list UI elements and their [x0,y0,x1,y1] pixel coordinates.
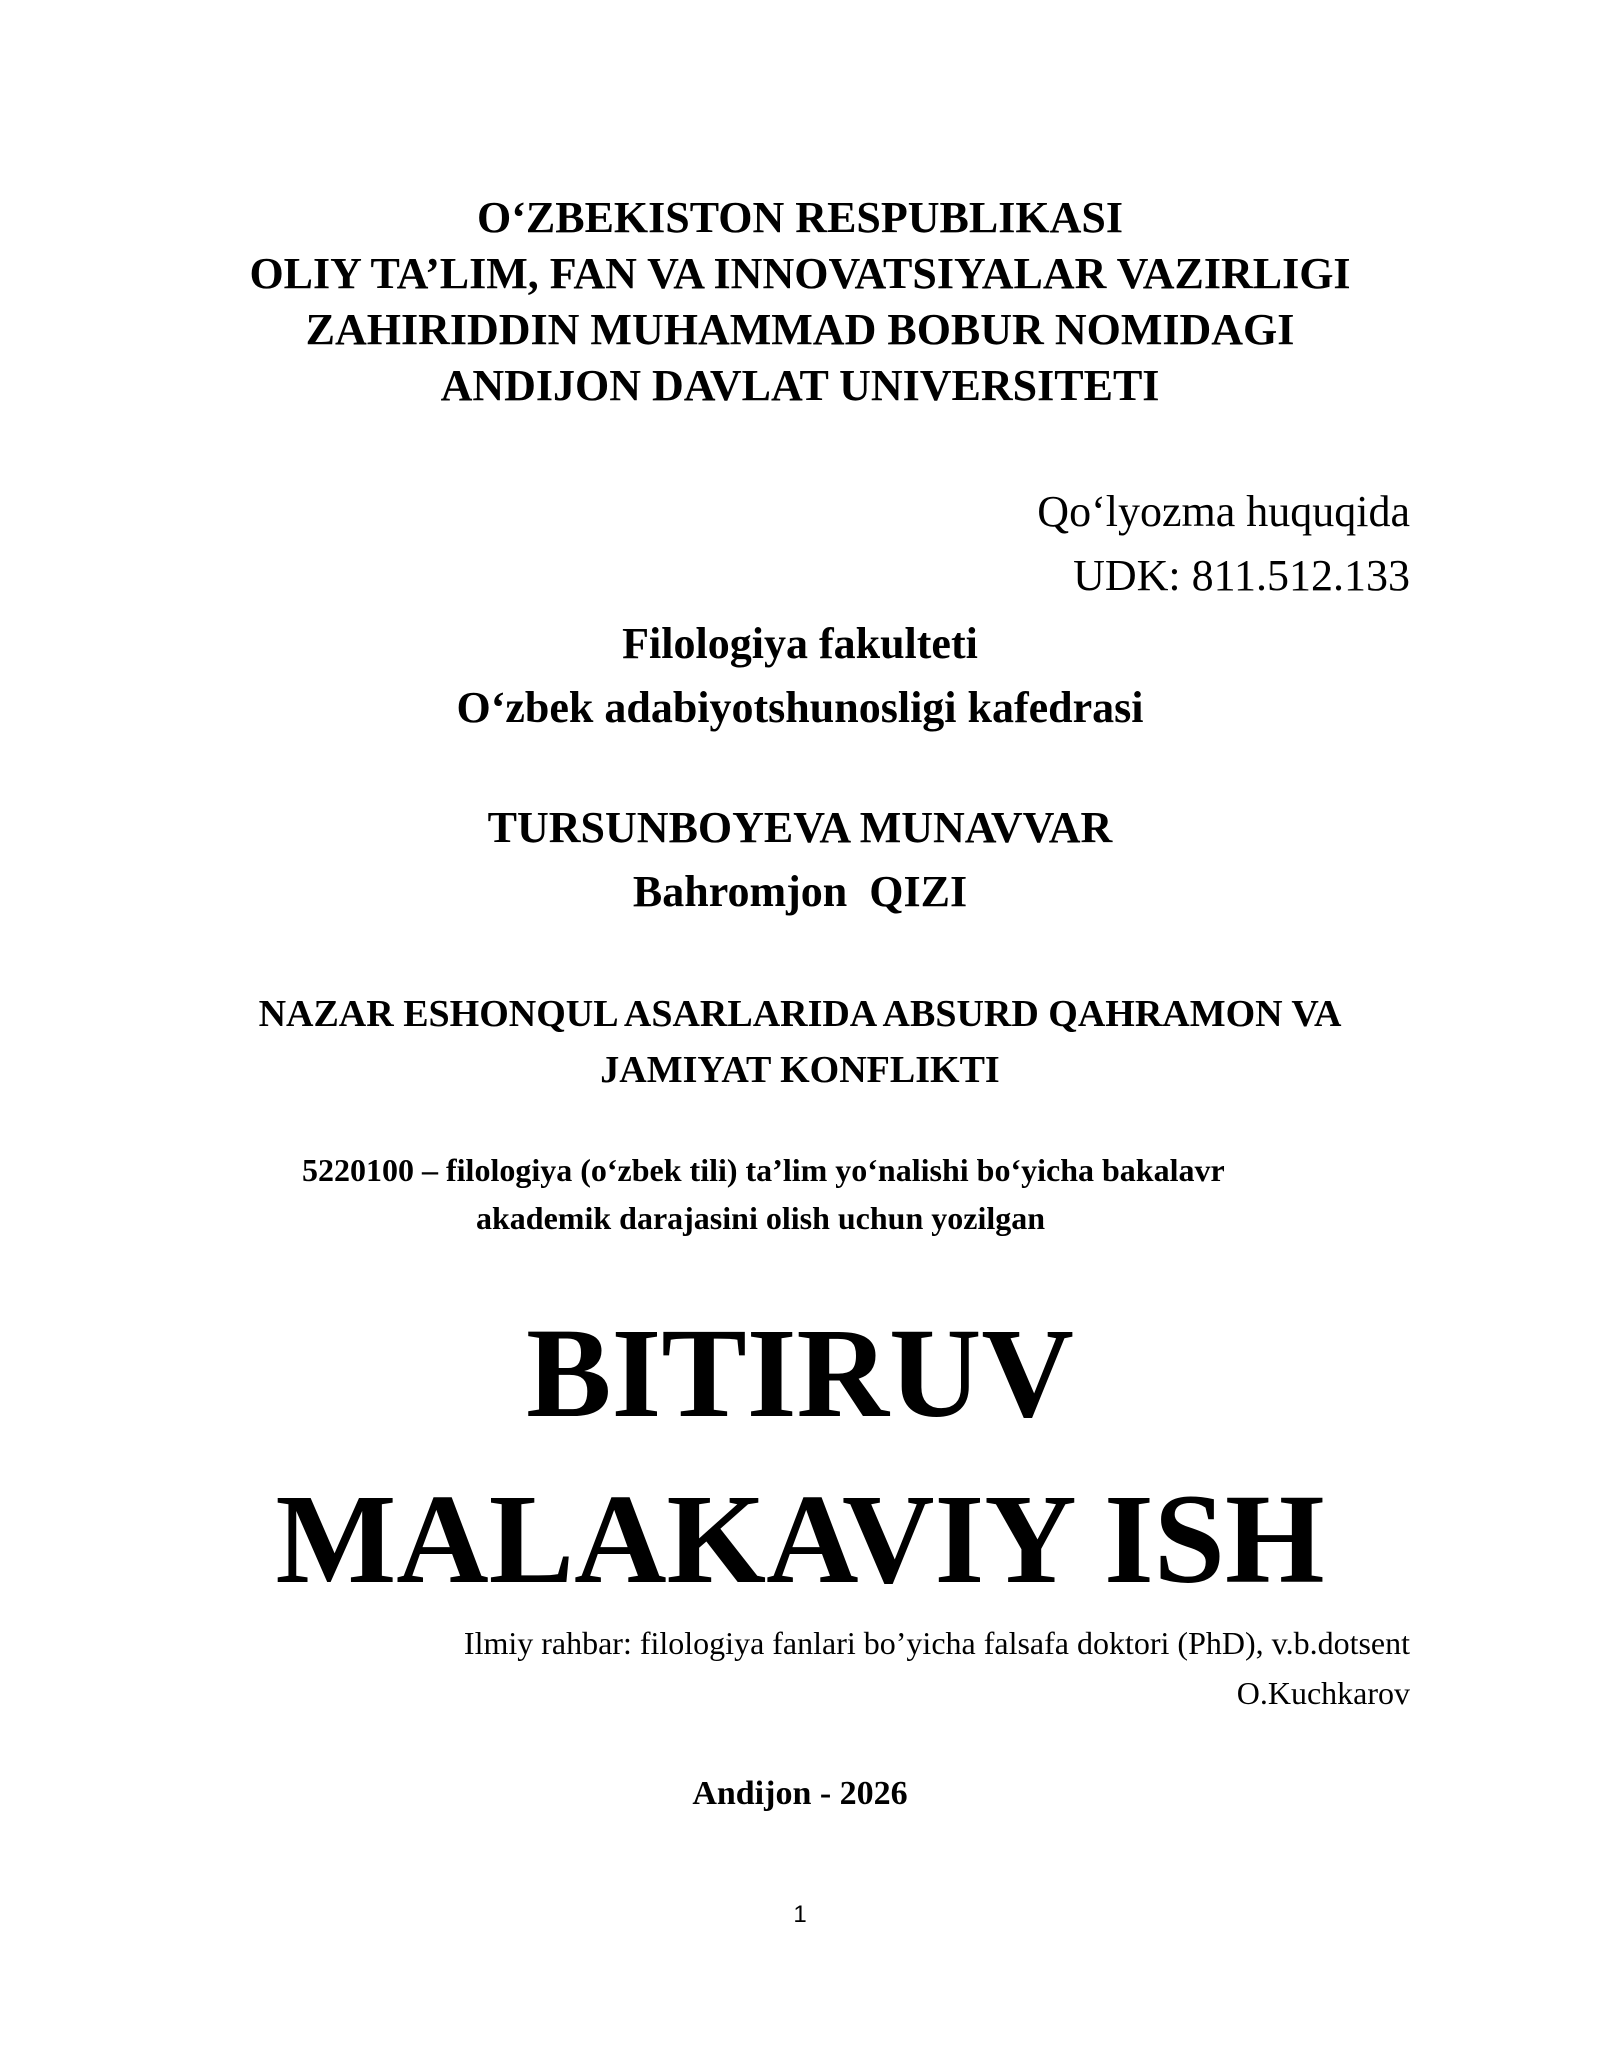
department-name: O‘zbek adabiyotshunosligi kafedrasi [456,683,1144,732]
faculty-block [0,612,1600,740]
specialty-line-2: akademik darajasini olish uchun yozilgan [476,1200,1046,1236]
rights-block [1037,480,1410,608]
work-type-line-2: MALAKAVIY ISH [275,1468,1325,1610]
work-type-title [0,1290,1600,1622]
supervisor-title: Ilmiy rahbar: filologiya fanlari bo’yicha falsafa doktori (PhD), v.b.dotsent [463,1625,1410,1661]
supervisor-name: O.Kuchkarov [1236,1675,1410,1711]
work-type-line-1: BITIRUV [526,1302,1074,1444]
author-patronymic: Bahromjon QIZI [632,867,968,916]
topic-line-1: NAZAR ESHONQUL ASARLARIDA ABSURD QAHRAMON VA [258,993,1342,1035]
city-year: Andijon - 2026 [692,1775,908,1812]
institution-header [0,190,1600,414]
ministry-line: OLIY TA’LIM, FAN VA INNOVATSIYALAR VAZIRLIGI [249,249,1351,298]
manuscript-rights: Qo‘lyozma huquqida [1037,487,1410,536]
faculty-name: Filologiya fakulteti [622,619,978,668]
specialty-line-1: 5220100 – filologiya (o‘zbek tili) ta’lim yo‘nalishi bo‘yicha bakalavr [302,1152,1225,1188]
thesis-topic [0,986,1600,1098]
supervisor-block [464,1618,1410,1718]
author-surname-name: TURSUNBOYEVA MUNAVVAR [487,803,1113,852]
page-number: 1 [793,1901,807,1928]
university-name-line: ZAHIRIDDIN MUHAMMAD BOBUR NOMIDAGI [305,305,1295,354]
country-line: O‘ZBEKISTON RESPUBLIKASI [477,193,1123,242]
topic-line-2: JAMIYAT KONFLIKTI [600,1049,1000,1091]
author-block [0,796,1600,924]
university-city-line: ANDIJON DAVLAT UNIVERSITETI [440,361,1160,410]
udk-code: UDK: 811.512.133 [1073,551,1410,600]
